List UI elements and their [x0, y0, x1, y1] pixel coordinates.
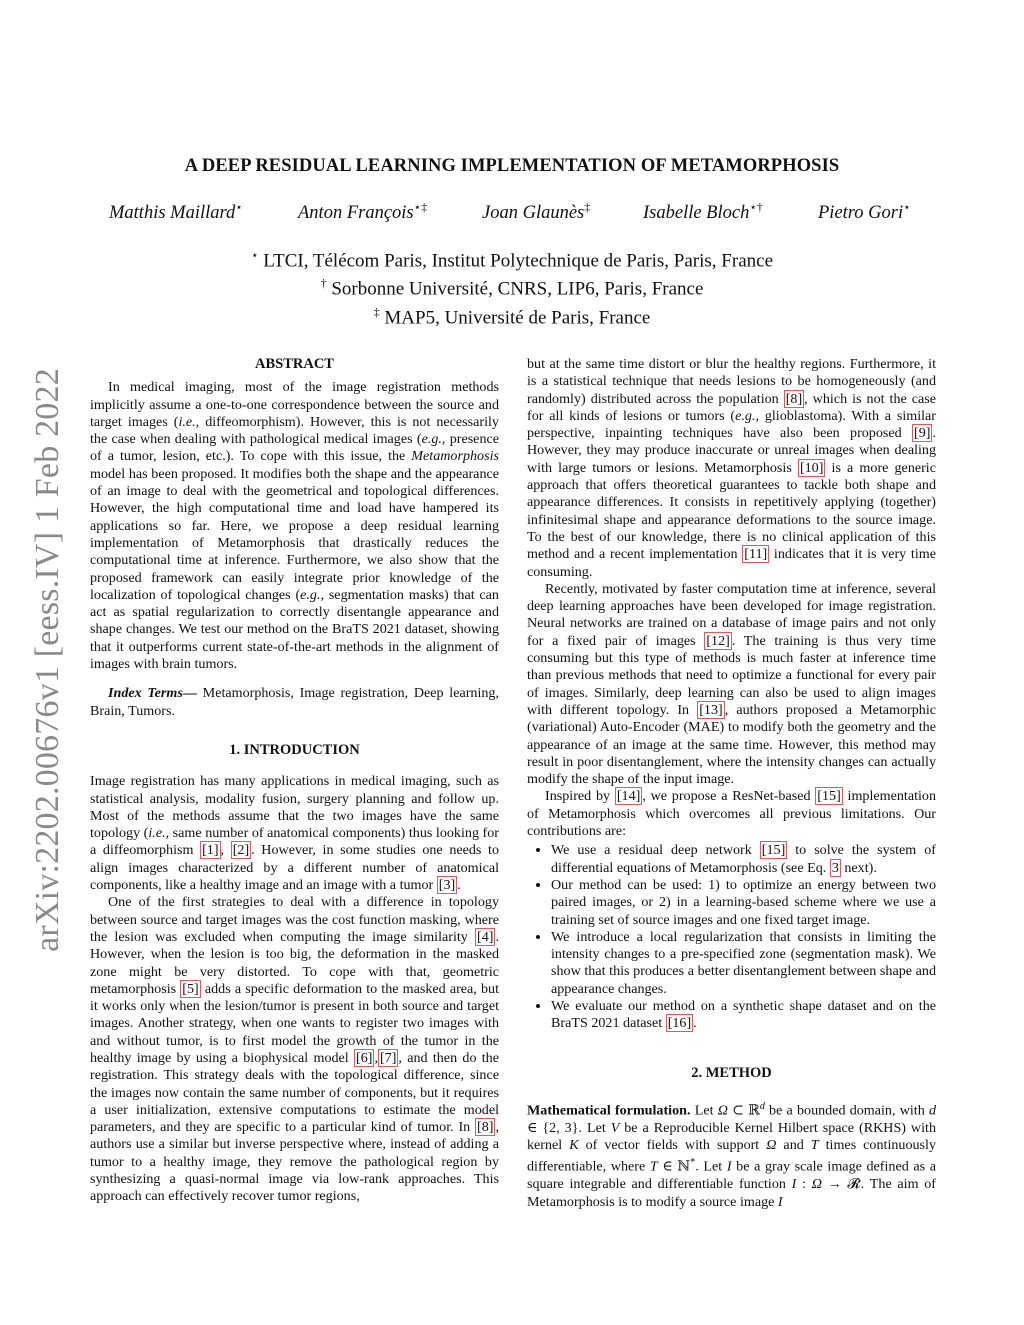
author-3: Joan Glaunès‡	[482, 200, 591, 224]
affiliations	[0, 244, 1024, 329]
intro-paragraph-4: Inspired by [14] , we propose a ResNet-based [15] implementation of Metamorphosis which overcomes all previous limitations. Our contributions are:	[527, 788, 936, 840]
author-4: Isabelle Bloch⋆†	[643, 200, 763, 224]
affiliation-2: † Sorbonne Université, CNRS, LIP6, Paris, France	[320, 276, 704, 300]
abstract-text: In medical imaging, most of the image registration methods implicitly assume a one-to-one correspondence between the source and target images (i.e., diffeomorphism). However, this is not necessarily the case when dealing with pathological medical images (e.g., presence of a tumor, lesion, etc.). To cope with this issue, the Metamorphosis model has been proposed. It modifies both the shape and the appearance of an image to deal with the geometrical and topological differences. However, the high computational time and load have hampered its applications so far. Here, we propose a deep residual learning implementation of Metamorphosis that drastically reduces the computational time at inference. Furthermore, we also show that the proposed framework can easily integrate prior knowledge of the localization of topological changes (e.g., segmentation masks) that can act as spatial regularization to correctly disentangle appearance and shape changes. We test our method on the BraTS 2021 dataset, showing that it outperforms current state-of-the-art methods in the alignment of images with brain tumors.	[90, 379, 499, 673]
list-item: • We use a residual deep network [15] to solve the system of differential equations of Metamorphosis (see Eq. 3 next).	[551, 842, 936, 877]
index-terms: Index Terms— Metamorphosis, Image registration, Deep learning, Brain, Tumors.	[90, 685, 500, 719]
affiliation-1: ⋆ LTCI, Télécom Paris, Institut Polytechnique de Paris, Paris, France	[250, 248, 774, 272]
left-column	[90, 356, 499, 1206]
intro-paragraph-2: One of the first strategies to deal with a difference in topology between source and target images was the cost function masking, where the lesion was excluded when computing the image similarity [4] . However, when the lesion is too big, the deformation in the masked zone might be very distorted. To cope with that, geometric metamorphosis [5] adds a specific deformation to the masked area, but it works only when the lesion/tumor is present in both source and target images. Another strategy, when one wants to register two images with and without tumor, is to first model the growth of the tumor in the healthy image by using a biophysical model [6] , [7] , and then do the registration. This strategy deals with the topological difference, since the images now contain the same number of components, but it requires a user initialization, extensive computations to estimate the model parameters, and they are specific to a particular kind of tumor. In [8] , authors use a similar but inverse perspective where, instead of adding a tumor to a healthy image, they remove the pathological region by synthesizing a quasi-normal image via low-rank approaches. This approach can effectively recover tumor regions,	[90, 894, 499, 1205]
affiliation-3: ‡ MAP5, Université de Paris, France	[373, 304, 651, 328]
list-item: • We introduce a local regularization that consists in limiting the intensity changes to a pre-specified zone (segmentation mask). We show that this produces a better disentanglement between shape and appearance changes.	[551, 929, 936, 998]
list-item: • Our method can be used: 1) to optimize an energy between two paired images, or 2) in a learning-based scheme where we use a training set of source images and one fixed target image.	[551, 877, 936, 929]
method-paragraph-1: Mathematical formulation. Let Ω ⊂ ℝ$^d$ be a bounded domain, with d ∈ {2, 3}. Let V be a Reproducible Kernel Hilbert space (RKHS) with kernel K of vector fields with support Ω and T times continuously differentiable, where T ∈ ℕ*. Let I be a gray scale image defined as a square integrable and differentiable function I : Ω → 𝓡. The aim of Metamorphosis is to modify a source image I	[527, 1100, 937, 1210]
method-heading: 2. METHOD	[691, 1064, 772, 1081]
intro-paragraph-1: Image registration has many applications in medical imaging, such as statistical analysis, modality fusion, surgery planning and follow up. Most of the methods assume that the two images have the same topology (i.e., same number of anatomical components) thus looking for a diffeomorphism [1] , [2] . However, in some studies one needs to align images characterized by a different number of anatomical components, like a healthy image and an image with a tumor [3] .	[90, 773, 500, 894]
intro-heading: 1. INTRODUCTION	[229, 741, 360, 758]
contributions-list	[527, 842, 936, 1032]
intro-paragraph-2-cont: but at the same time distort or blur the healthy regions. Furthermore, it is a statistical technique that needs lesions to be homogeneously (and randomly) distributed across the population [8] , which is not the case for all kinds of lesions or tumors (e.g., glioblastoma). With a similar perspective, inpainting techniques have also been proposed [9] . However, they may produce inaccurate or unreal images when dealing with large tumors or lesions. Metamorphosis [10] is a more generic approach that offers theoretical guarantees to tackle both shape and appearance differences. It consists in repetitively applying (together) infinitesimal shape and appearance deformations to the source image. To the best of our knowledge, there is no clinical application of this method and a recent implementation [11] indicates that it is very time consuming.	[527, 356, 936, 580]
arxiv-stamp: arXiv:2202.00676v1 [eess.IV] 1 Feb 2022	[29, 368, 66, 952]
list-item: • We evaluate our method on a synthetic shape dataset and on the BraTS 2021 dataset [16] .	[551, 998, 936, 1033]
author-2: Anton François⋆‡	[298, 200, 428, 224]
right-column	[527, 356, 936, 1211]
author-5: Pietro Gori⋆	[818, 200, 911, 224]
paper-title: A DEEP RESIDUAL LEARNING IMPLEMENTATION OF METAMORPHOSIS	[184, 156, 840, 176]
intro-paragraph-3: Recently, motivated by faster computation time at inference, several deep learning approaches have been developed for image registration. Neural networks are trained on a database of image pairs and not only for a fixed pair of images [12] . The training is thus very time consuming but this type of methods is much faster at inference time than previous methods that need to optimize a functional for every pair of images. Similarly, deep learning can also be used to align images with different topology. In [13] , authors proposed a Metamorphic (variational) Auto-Encoder (MAE) to modify both the geometry and the appearance of an image at the same time. However, this method may result in poor disentanglement, where the intensity changes can actually modify the shape of the input image.	[527, 580, 936, 788]
abstract-heading: ABSTRACT	[255, 356, 334, 372]
author-1: Matthis Maillard⋆	[109, 200, 243, 224]
